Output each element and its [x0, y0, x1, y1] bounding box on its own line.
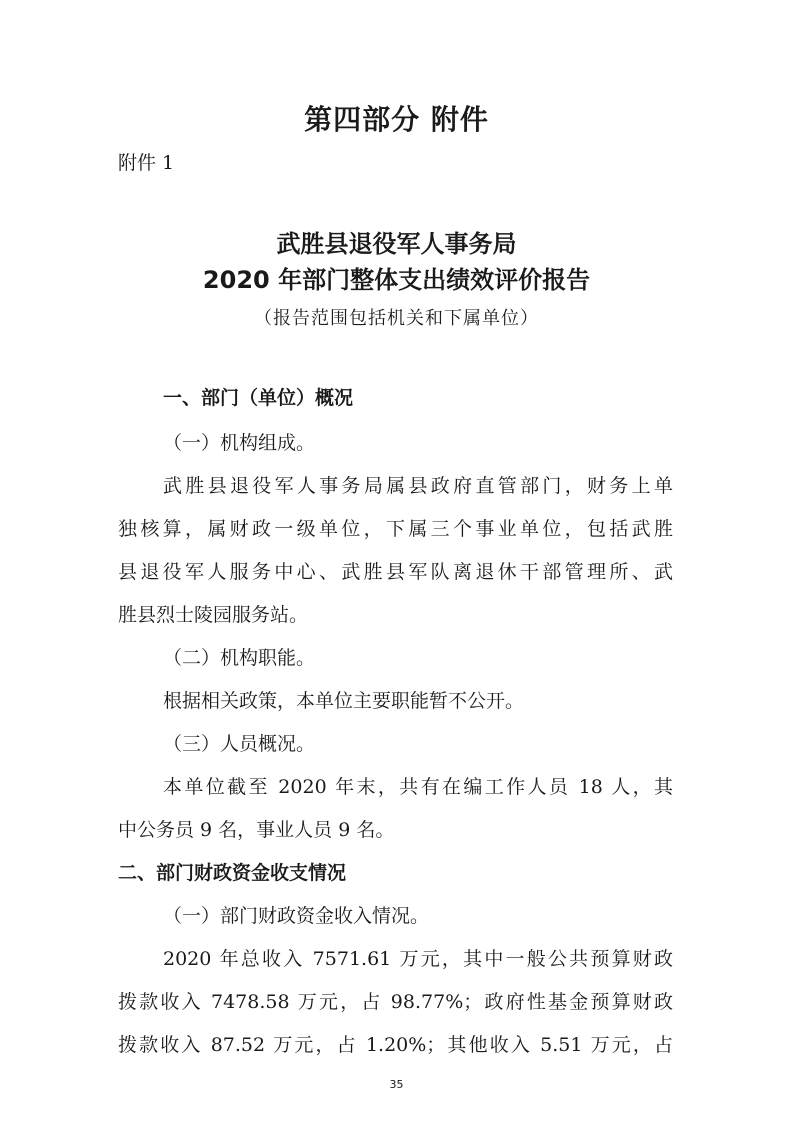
section-2-heading: 二、部门财政资金收支情况: [118, 862, 347, 884]
paragraph-line: 独核算，属财政一级单位，下属三个事业单位，包括武胜: [118, 518, 673, 540]
paragraph-line: 县退役军人服务中心、武胜县军队离退休干部管理所、武: [118, 561, 673, 583]
paragraph-line: 胜县烈士陵园服务站。: [118, 604, 309, 626]
section-1-sub-1-heading: （一）机构组成。: [163, 432, 316, 454]
attachment-label: 附件 1: [118, 152, 175, 174]
section-1-sub-3-heading: （三）人员概况。: [163, 733, 316, 755]
paragraph-line: 拨款收入 87.52 万元，占 1.20%；其他收入 5.51 万元，占: [118, 1034, 673, 1056]
paragraph-line: 本单位截至 2020 年末，共有在编工作人员 18 人，其: [163, 776, 673, 798]
paragraph-line: 武胜县退役军人事务局属县政府直管部门，财务上单: [163, 475, 673, 497]
report-title-line-2: 2020 年部门整体支出绩效评价报告: [202, 266, 591, 294]
section-2-sub-1-heading: （一）部门财政资金收入情况。: [163, 905, 430, 927]
paragraph-line: 2020 年总收入 7571.61 万元，其中一般公共预算财政: [163, 948, 673, 970]
part-title: 第四部分 附件: [304, 103, 489, 136]
paragraph-line: 拨款收入 7478.58 万元，占 98.77%；政府性基金预算财政: [118, 991, 673, 1013]
section-1-sub-2-heading: （二）机构职能。: [163, 647, 316, 669]
report-title-line-1: 武胜县退役军人事务局: [276, 230, 517, 258]
page-number: 35: [389, 1078, 404, 1091]
paragraph-line: 根据相关政策，本单位主要职能暂不公开。: [163, 690, 525, 712]
paragraph-line: 中公务员 9 名，事业人员 9 名。: [118, 819, 395, 841]
report-subtitle: （报告范围包括机关和下属单位）: [254, 308, 539, 329]
section-1-heading: 一、部门（单位）概况: [163, 387, 354, 409]
